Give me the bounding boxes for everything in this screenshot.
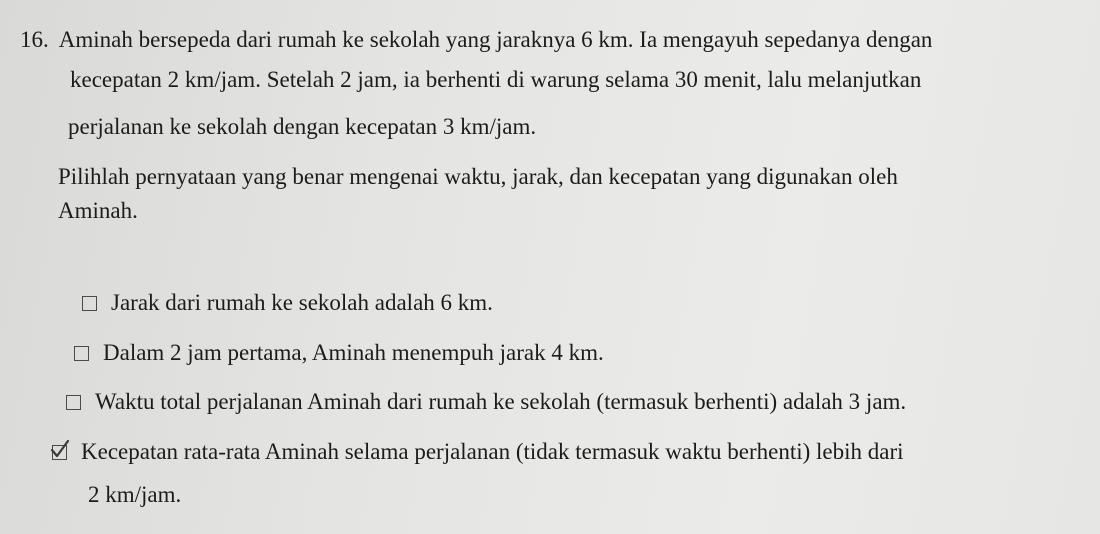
checkmark-icon — [49, 438, 71, 460]
option-2[interactable] — [74, 338, 604, 368]
question-line-1 — [20, 25, 932, 55]
option-3[interactable] — [66, 387, 906, 417]
prompt-line-1: Pilihlah pernyataan yang benar mengenai waktu, jarak, dan kecepatan yang digunakan oleh — [58, 164, 898, 189]
option-1[interactable] — [82, 288, 493, 318]
option-3-checkbox[interactable] — [66, 395, 81, 410]
question-line-3: perjalanan ke sekolah dengan kecepatan 3 km/jam. — [68, 114, 537, 139]
option-3-text: Waktu total perjalanan Aminah dari rumah ke sekolah (termasuk berhenti) adalah 3 jam. — [95, 389, 907, 414]
option-2-text: Dalam 2 jam pertama, Aminah menempuh jarak 4 km. — [103, 340, 604, 365]
question-number: 16. — [20, 27, 49, 52]
option-4[interactable] — [52, 437, 904, 467]
option-1-checkbox[interactable] — [82, 296, 97, 311]
option-4-checkbox[interactable] — [52, 445, 67, 460]
option-4-text-continued: 2 km/jam. — [88, 482, 182, 507]
option-4-text: Kecepatan rata-rata Aminah selama perjalanan (tidak termasuk waktu berhenti) lebih dari — [81, 439, 904, 464]
prompt-line-2: Aminah. — [58, 198, 138, 223]
option-2-checkbox[interactable] — [74, 346, 89, 361]
question-text-1: Aminah bersepeda dari rumah ke sekolah yang jaraknya 6 km. Ia mengayuh sepedanya dengan — [58, 27, 933, 52]
question-line-2: kecepatan 2 km/jam. Setelah 2 jam, ia berhenti di warung selama 30 menit, lalu melanjutkan — [70, 67, 922, 92]
option-1-text: Jarak dari rumah ke sekolah adalah 6 km. — [111, 290, 493, 315]
